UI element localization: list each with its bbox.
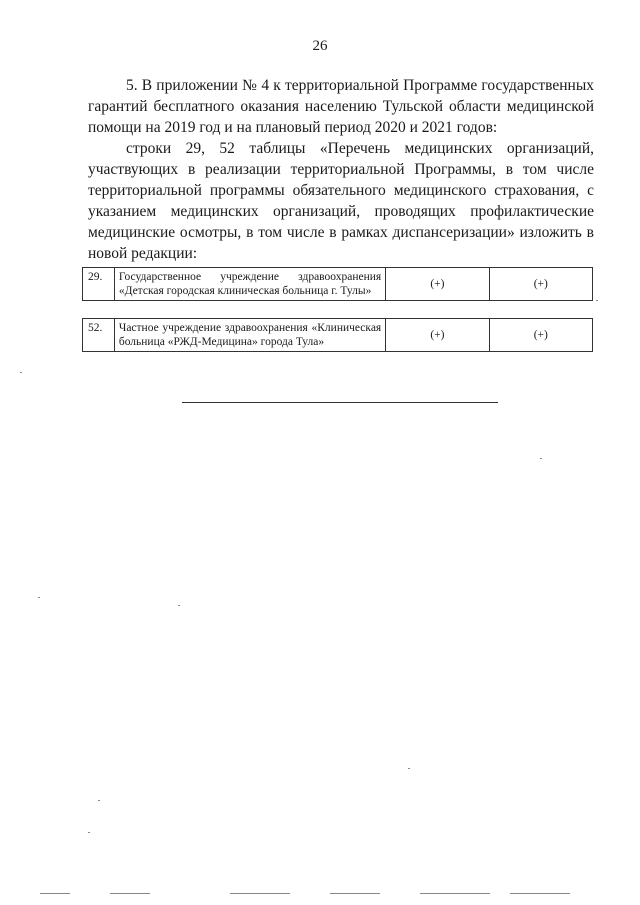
closing-rule-divider [182,402,498,403]
scan-speck [38,597,40,598]
table-row-29 [82,267,593,301]
scan-speck [98,800,100,801]
scan-speck [40,893,70,894]
row-number: 29. [83,268,115,301]
organization-name: Частное учреждение здравоохранения «Клиническая больница «РЖД-Медицина» города Тула» [114,319,385,352]
table-row [83,319,593,352]
scan-speck [540,458,542,459]
paragraph-rows-replacement: строки 29, 52 таблицы «Перечень медицинских организаций, участвующих в реализации территориальной Программы, в том числе территориальной программы обязательного медицинского страхования, с указанием медицинских организаций, проводящих профилактические медицинские осмотры, в том числе в рамках диспансеризации» изложить в новой редакции: [88,140,594,262]
scan-speck [230,893,290,894]
scan-speck [330,893,380,894]
scan-speck [110,893,150,894]
checkup-participation-mark: (+) [489,268,592,301]
scan-speck [420,893,490,894]
scan-speck [20,372,22,373]
checkup-participation-mark: (+) [489,319,592,352]
oms-participation-mark: (+) [386,268,489,301]
table-row [83,268,593,301]
oms-participation-mark: (+) [386,319,489,352]
paragraph-amendment-intro: 5. В приложении № 4 к территориальной Программе государственных гарантий бесплатного оказания населению Тульской области медицинской помощи на 2019 год и на плановый период 2020 и 2021 годов: [88,77,594,136]
scan-speck [178,605,180,606]
row-number: 52. [83,319,115,352]
scan-speck [408,768,410,769]
scan-speck [596,300,598,301]
scan-speck [510,893,570,894]
scan-speck [88,832,90,833]
organization-name: Государственное учреждение здравоохранения «Детская городская клиническая больница г. Тулы» [114,268,385,301]
page-number: 26 [312,38,328,54]
table-row-52 [82,318,593,352]
